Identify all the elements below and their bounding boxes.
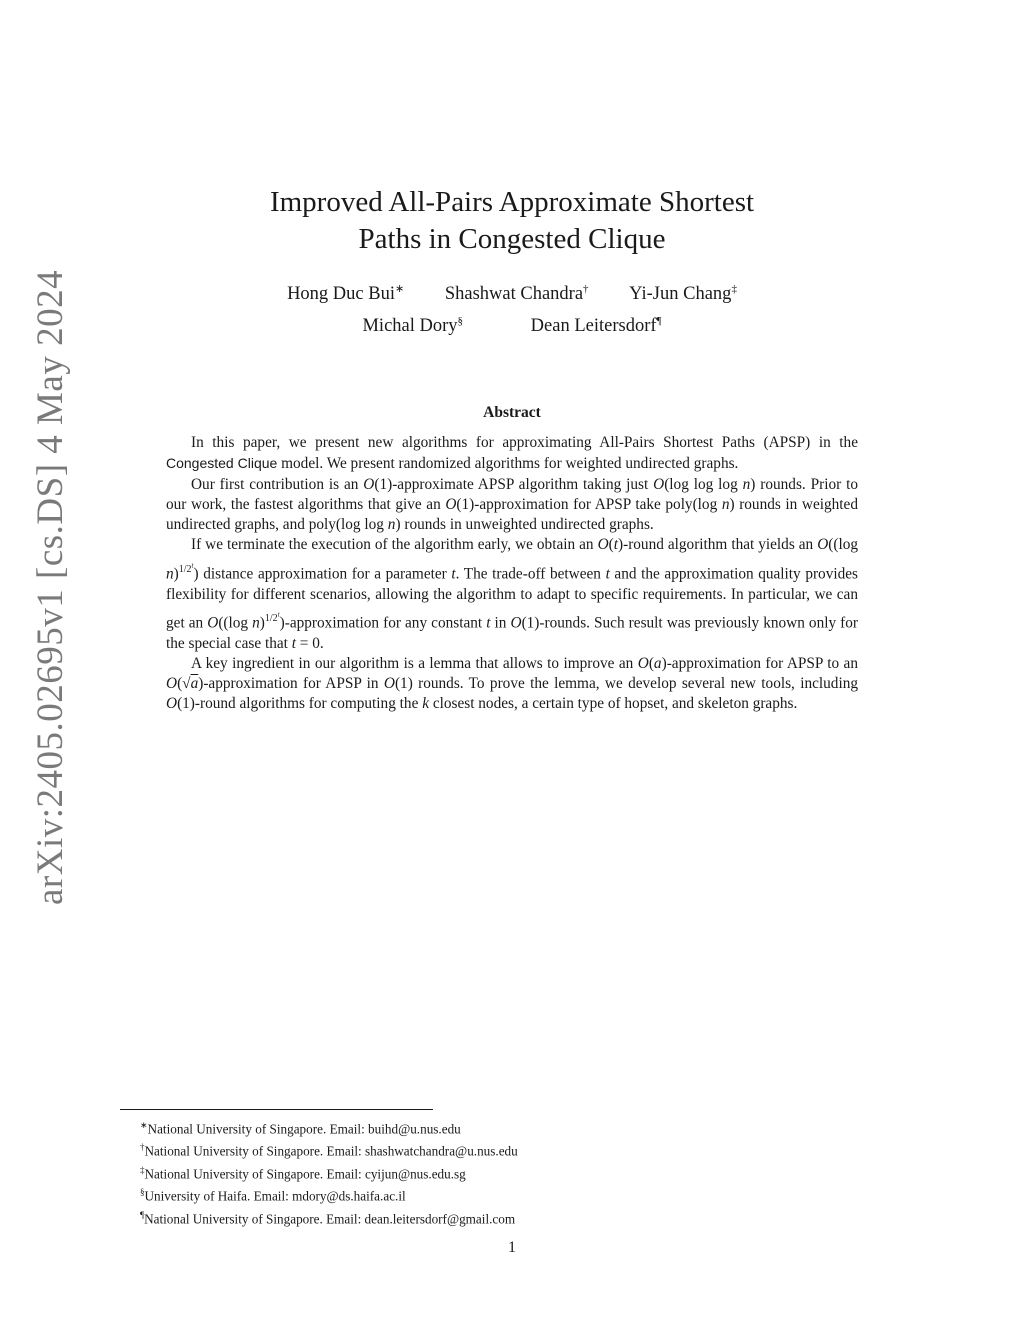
footnote-2: †National University of Singapore. Email: shashwatchandra@u.nus.edu (140, 1142, 518, 1159)
authors-row-2 (160, 315, 864, 337)
footnotes (140, 1116, 840, 1228)
author-hong-duc-bui: Hong Duc Bui∗ (287, 283, 405, 305)
footnote-5: ¶National University of Singapore. Email: dean.leitersdorf@gmail.com (140, 1209, 516, 1226)
authors-row-1 (160, 282, 864, 305)
footnote-3: ‡National University of Singapore. Email: cyijun@nus.edu.sg (140, 1164, 466, 1182)
author-shashwat-chandra: Shashwat Chandra† (444, 283, 589, 305)
footnote-divider (120, 1109, 433, 1110)
arxiv-identifier-stamp: arXiv:2405.02695v1 [cs.DS] 4 May 2024 (30, 269, 71, 905)
abstract-paragraph-3: If we terminate the execution of the algorithm early, we obtain an O(t)-round algorithm that yields an O((log n)$^{1/2^t}$) distance approximation for a parameter t. The trade-off between t and the approximation quality provides flexibility for different scenarios, allowing the algorithm to adapt to specific requirements. In particular, we can get an O((log n)$^{1/2^t}$)-approximation for any constant t in O(1)-rounds. Such result was previously known only for the special case that t = 0. (166, 536, 859, 652)
abstract-paragraph-2: Our first contribution is an O(1)-approximate APSP algorithm taking just O(log log log n) rounds. Prior to our work, the fastest algorithms that give an O(1)-approximation for APSP take poly(log n) rounds in weighted undirected graphs, and poly(log log n) rounds in unweighted undirected graphs. (166, 475, 858, 534)
paper-title (160, 184, 864, 258)
footnote-1: ∗National University of Singapore. Email: buihd@u.nus.edu (140, 1120, 461, 1137)
title-line-2: Paths in Congested Clique (358, 223, 666, 255)
abstract-paragraph-4: A key ingredient in our algorithm is a lemma that allows to improve an O(a)-approximation for APSP to an O(√a)-approximation for APSP in O(1) rounds. To prove the lemma, we develop several new tools, including O(1)-round algorithms for computing the k closest nodes, a certain type of hopset, and skeleton graphs. (166, 654, 859, 713)
abstract-paragraph-1: In this paper, we present new algorithms for approximating All-Pairs Shortest Paths (APSP) in the Congested Clique model. We present randomized algorithms for weighted undirected graphs. (166, 434, 858, 473)
congested-clique-model: Congested Clique (166, 455, 278, 472)
title-line-1: Improved All-Pairs Approximate Shortest (269, 186, 755, 218)
abstract-heading: Abstract (483, 404, 541, 421)
abstract-body (166, 433, 858, 715)
author-michal-dory: Michal Dory§ (362, 315, 464, 337)
footnote-4: §University of Haifa. Email: mdory@ds.haifa.ac.il (140, 1187, 406, 1204)
author-yi-jun-chang: Yi-Jun Chang‡ (629, 283, 737, 305)
author-dean-leitersdorf: Dean Leitersdorf¶ (530, 315, 662, 337)
page-number: 1 (508, 1239, 516, 1256)
